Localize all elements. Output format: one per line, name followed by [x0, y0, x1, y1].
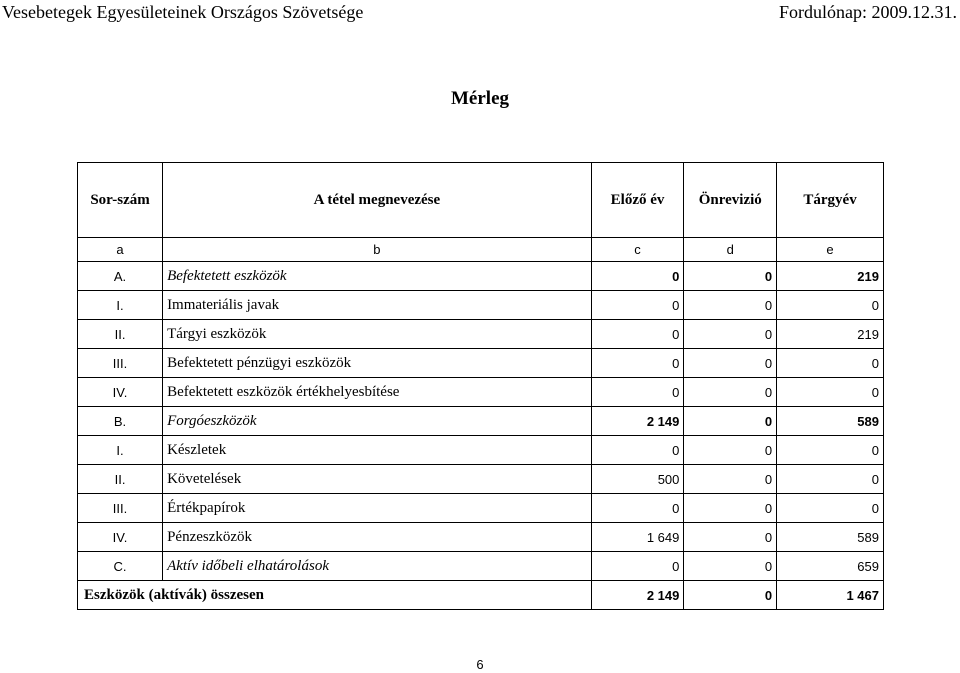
- row-number: C.: [78, 552, 163, 581]
- column-header-self-revision: Önrevizió: [684, 163, 777, 238]
- row-number: III.: [78, 494, 163, 523]
- item-name: Pénzeszközök: [163, 523, 592, 552]
- current-year-value: 219: [777, 262, 884, 291]
- item-name: Befektetett eszközök: [163, 262, 592, 291]
- table-row: [78, 552, 884, 581]
- table-row: [78, 349, 884, 378]
- table-row: [78, 320, 884, 349]
- column-letter: e: [777, 238, 884, 262]
- previous-year-value: 0: [591, 494, 684, 523]
- self-revision-value: 0: [684, 378, 777, 407]
- current-year-value: 0: [777, 494, 884, 523]
- table-row: [78, 378, 884, 407]
- table-row: [78, 465, 884, 494]
- row-number: IV.: [78, 378, 163, 407]
- column-header-previous-year: Előző év: [591, 163, 684, 238]
- item-name: Befektetett pénzügyi eszközök: [163, 349, 592, 378]
- self-revision-value: 0: [684, 552, 777, 581]
- reporting-date: Fordulónap: 2009.12.31.: [779, 2, 957, 22]
- item-name: Készletek: [163, 436, 592, 465]
- row-number: IV.: [78, 523, 163, 552]
- self-revision-value: 0: [684, 349, 777, 378]
- item-name: Aktív időbeli elhatárolások: [163, 552, 592, 581]
- current-year-value: 0: [777, 349, 884, 378]
- row-number: I.: [78, 291, 163, 320]
- item-name: Immateriális javak: [163, 291, 592, 320]
- total-row: [78, 581, 884, 610]
- previous-year-value: 0: [591, 291, 684, 320]
- previous-year-value: 0: [591, 349, 684, 378]
- item-name: Követelések: [163, 465, 592, 494]
- table-row: [78, 436, 884, 465]
- table-header-row: [78, 163, 884, 238]
- self-revision-value: 0: [684, 436, 777, 465]
- previous-year-value: 0: [591, 320, 684, 349]
- item-name: Befektetett eszközök értékhelyesbítése: [163, 378, 592, 407]
- table-row: [78, 523, 884, 552]
- current-year-value: 589: [777, 523, 884, 552]
- current-year-value: 0: [777, 465, 884, 494]
- current-year-value: 589: [777, 407, 884, 436]
- column-header-item-name: A tétel megnevezése: [163, 163, 592, 238]
- self-revision-value: 0: [684, 407, 777, 436]
- item-name: Forgóeszközök: [163, 407, 592, 436]
- column-letter: c: [591, 238, 684, 262]
- previous-year-value: 0: [591, 552, 684, 581]
- self-revision-value: 0: [684, 465, 777, 494]
- previous-year-value: 0: [591, 436, 684, 465]
- total-previous-year: 2 149: [591, 581, 684, 610]
- organization-name: Vesebetegek Egyesületeinek Országos Szövetsége: [2, 2, 364, 22]
- total-self-revision: 0: [684, 581, 777, 610]
- page-number: 6: [476, 657, 484, 672]
- self-revision-value: 0: [684, 320, 777, 349]
- current-year-value: 659: [777, 552, 884, 581]
- row-number: II.: [78, 320, 163, 349]
- self-revision-value: 0: [684, 494, 777, 523]
- table-row: [78, 262, 884, 291]
- previous-year-value: 2 149: [591, 407, 684, 436]
- row-number: B.: [78, 407, 163, 436]
- current-year-value: 0: [777, 378, 884, 407]
- row-number: II.: [78, 465, 163, 494]
- column-letter: a: [78, 238, 163, 262]
- current-year-value: 0: [777, 436, 884, 465]
- item-name: Tárgyi eszközök: [163, 320, 592, 349]
- current-year-value: 0: [777, 291, 884, 320]
- page-title: Mérleg: [450, 88, 509, 109]
- previous-year-value: 0: [591, 378, 684, 407]
- self-revision-value: 0: [684, 523, 777, 552]
- self-revision-value: 0: [684, 262, 777, 291]
- row-number: I.: [78, 436, 163, 465]
- column-letters-row: [78, 238, 884, 262]
- previous-year-value: 0: [591, 262, 684, 291]
- table-row: [78, 407, 884, 436]
- previous-year-value: 500: [591, 465, 684, 494]
- total-current-year: 1 467: [777, 581, 884, 610]
- column-header-row-number: Sor-szám: [78, 163, 163, 238]
- balance-sheet-table: [77, 162, 884, 610]
- column-header-current-year: Tárgyév: [777, 163, 884, 238]
- previous-year-value: 1 649: [591, 523, 684, 552]
- table-row: [78, 291, 884, 320]
- column-letter: d: [684, 238, 777, 262]
- table-row: [78, 494, 884, 523]
- row-number: A.: [78, 262, 163, 291]
- total-label: Eszközök (aktívák) összesen: [78, 581, 592, 610]
- item-name: Értékpapírok: [163, 494, 592, 523]
- column-letter: b: [163, 238, 592, 262]
- self-revision-value: 0: [684, 291, 777, 320]
- current-year-value: 219: [777, 320, 884, 349]
- row-number: III.: [78, 349, 163, 378]
